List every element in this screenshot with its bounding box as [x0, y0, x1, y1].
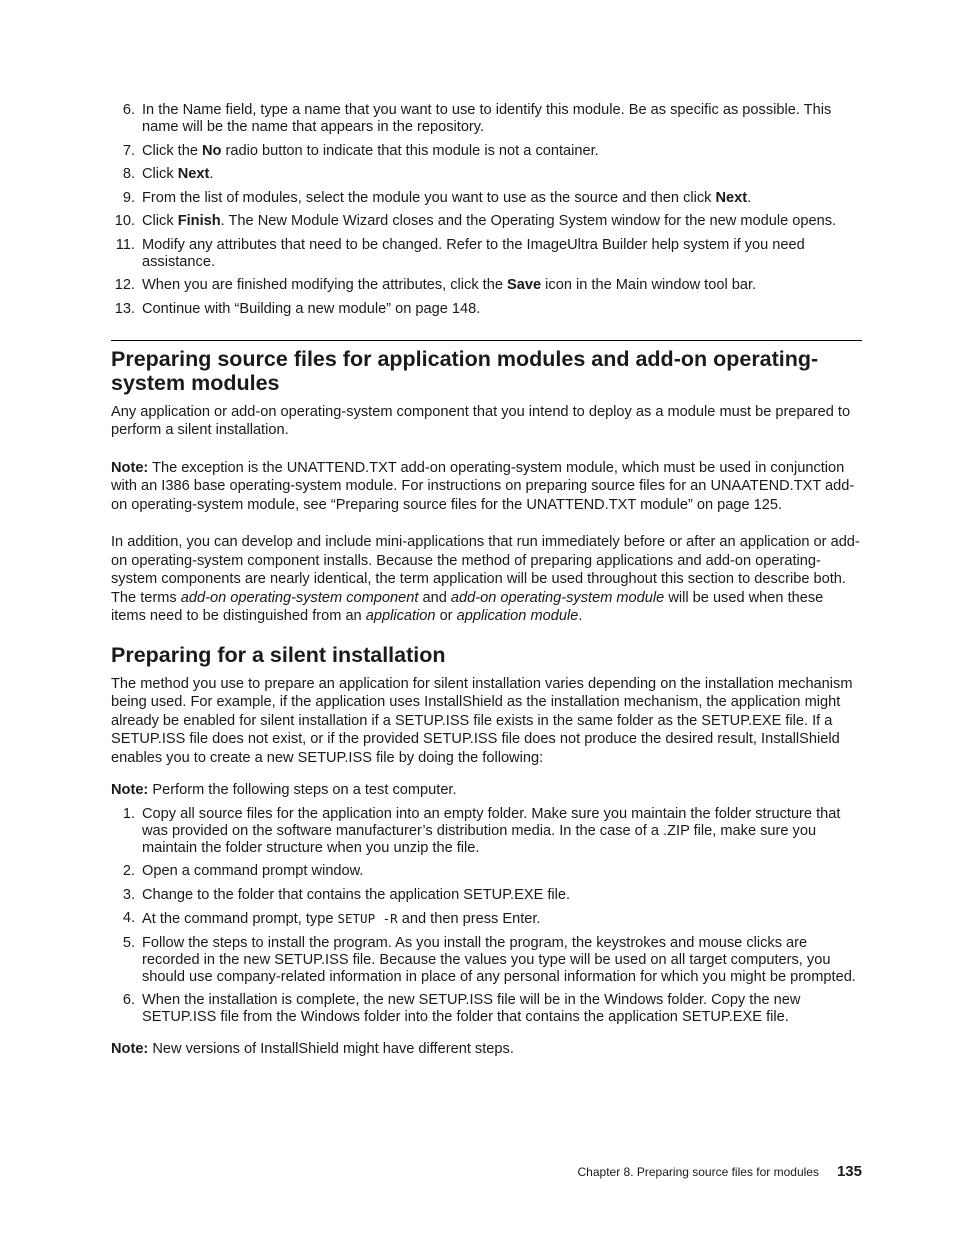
- step-number: 2.: [122, 863, 135, 879]
- list-item: [111, 277, 862, 294]
- step-text: [142, 863, 363, 879]
- italic-term: application: [365, 608, 436, 624]
- note-label: Note:: [111, 782, 149, 798]
- command-text: SETUP -R: [337, 911, 398, 926]
- wizard-steps-list: [111, 102, 862, 318]
- step-number: 8.: [122, 166, 135, 182]
- list-item: [111, 863, 862, 880]
- note-text: The exception is the UNATTEND.TXT add-on operating-system module, which must be used in conjunction with an I386 base operating-system module. For instructions on preparing source files for an UNAATEND.TXT add-on operating-system module, see “Preparing source files for the UNATTEND.TXT module” on page 125.: [111, 459, 855, 513]
- list-item: [111, 806, 862, 857]
- installshield-steps-list: [111, 806, 862, 1027]
- text-run: .: [578, 608, 583, 624]
- step-number: 5.: [122, 934, 135, 951]
- section-title-silent-install: Preparing for a silent installation: [111, 642, 446, 667]
- text-run: Click: [142, 166, 178, 182]
- section-divider: [111, 340, 862, 341]
- text-run: .: [209, 166, 214, 182]
- step-number: 7.: [122, 142, 135, 159]
- bold-term: No: [202, 142, 222, 159]
- step-number: 4.: [122, 910, 135, 926]
- section-intro: Any application or add-on operating-system component that you intend to deploy as a module must be prepared to perform a silent installation.: [111, 403, 851, 438]
- step-number: 11.: [115, 236, 135, 253]
- list-item: [111, 166, 862, 183]
- list-item: [111, 143, 862, 160]
- bold-term: Next: [715, 189, 748, 206]
- list-item: [111, 213, 862, 230]
- text-run: radio button to indicate that this module is not a container.: [221, 142, 599, 159]
- step-text: [142, 301, 480, 317]
- bold-term: Finish: [177, 213, 221, 229]
- list-item: [111, 910, 862, 928]
- note-unattend: [111, 459, 862, 515]
- step-text: [142, 992, 800, 1025]
- step-text: [142, 143, 599, 159]
- text-run: .: [747, 189, 752, 206]
- text-run: Continue with “Building a new module” on page 148.: [142, 300, 481, 317]
- footer-chapter: Chapter 8. Preparing source files for modules: [577, 1165, 819, 1179]
- text-run: or: [435, 608, 457, 624]
- italic-term: application module: [456, 608, 579, 624]
- step-text: [142, 102, 831, 135]
- list-item: [111, 190, 862, 207]
- note-label: Note:: [111, 1041, 149, 1057]
- bold-term: Next: [177, 166, 210, 182]
- note-label: Note:: [111, 459, 149, 476]
- text-run: At the command prompt, type: [142, 911, 338, 927]
- italic-term: add-on operating-system component: [180, 589, 419, 606]
- step-number: 6.: [122, 102, 135, 118]
- step-text: [142, 911, 541, 927]
- text-run: Click: [142, 213, 178, 229]
- step-text: [142, 887, 570, 903]
- page-footer: [578, 1163, 862, 1180]
- text-run: From the list of modules, select the module you want to use as the source and then click: [142, 189, 716, 206]
- italic-term: add-on operating-system module: [450, 589, 665, 606]
- addition-paragraph: [111, 533, 862, 626]
- text-run: Modify any attributes that need to be changed. Refer to the ImageUltra Builder help system if you need assistance.: [142, 236, 805, 270]
- step-number: 1.: [122, 805, 135, 822]
- list-item: [111, 102, 862, 136]
- step-text: [142, 806, 840, 856]
- text-run: will be used when these items need to be distinguished from an: [111, 589, 824, 624]
- page-number: 135: [836, 1163, 862, 1180]
- text-run: Change to the folder that contains the application SETUP.EXE file.: [142, 886, 571, 903]
- step-text: [142, 190, 751, 206]
- step-text: [142, 166, 213, 182]
- text-run: Copy all source files for the application into an empty folder. Make sure you maintain the folder structure that was provided on the software manufacturer’s distribution media. In the case of a .ZIP file, make sure you maintain the folder structure when you unzip the file.: [142, 805, 841, 856]
- text-run: and then press Enter.: [397, 911, 541, 927]
- step-number: 6.: [122, 992, 135, 1008]
- step-number: 9.: [122, 189, 135, 206]
- note-installshield-versions: [111, 1040, 862, 1059]
- text-run: When the installation is complete, the new SETUP.ISS file will be in the Windows folder. Copy the new SETUP.ISS file from the Windows folder into the folder that contains the application SETUP.EXE file.: [142, 992, 801, 1025]
- text-run: Click the: [142, 142, 203, 159]
- document-page: [111, 102, 862, 1059]
- step-text: [142, 935, 856, 985]
- silent-install-intro: The method you use to prepare an application for silent installation varies depending on the installation mechanism being used. For example, if the application uses InstallShield as the installation mechanism, the application might already be enabled for silent installation if a SETUP.ISS file exists in the same folder as the SETUP.EXE file. If a SETUP.ISS file does not exist, or if the provided SETUP.ISS file does not produce the desired result, InstallShield enables you to create a new SETUP.ISS file by doing the following:: [111, 675, 853, 766]
- text-run: When you are finished modifying the attributes, click the: [142, 277, 508, 293]
- note-text: Perform the following steps on a test computer.: [148, 782, 457, 798]
- section-title-source-files: Preparing source files for application modules and add-on operating-system modules: [111, 346, 819, 395]
- list-item: [111, 992, 862, 1026]
- text-run: . The New Module Wizard closes and the Operating System window for the new module opens.: [220, 213, 837, 229]
- list-item: [111, 935, 862, 986]
- list-item: [111, 887, 862, 904]
- text-run: In the Name field, type a name that you want to use to identify this module. Be as specific as possible. This name will be the name that appears in the repository.: [142, 102, 832, 135]
- text-run: Open a command prompt window.: [142, 863, 364, 879]
- step-text: [142, 213, 836, 229]
- bold-term: Save: [507, 277, 542, 293]
- step-text: [142, 237, 805, 270]
- text-run: and: [418, 589, 451, 606]
- text-run: icon in the Main window tool bar.: [541, 277, 757, 293]
- step-number: 12.: [114, 277, 135, 293]
- step-text: [142, 277, 756, 293]
- note-text: New versions of InstallShield might have different steps.: [148, 1041, 514, 1057]
- step-number: 13.: [114, 300, 135, 317]
- step-number: 3.: [122, 886, 135, 903]
- text-run: Follow the steps to install the program. As you install the program, the keystrokes and mouse clicks are recorded in the new SETUP.ISS file. Because the values you type will be used on all target computers, you should use company-related information in place of any personal information for which you might be prompted.: [142, 934, 856, 985]
- text-run: In addition, you can develop and include mini-applications that run immediately before or after an application or add-on operating-system component installs. Because the method of preparing applications and add-on operating-system components are nearly identical, the term application will be used throughout this section to describe both. The terms: [111, 534, 860, 606]
- note-test-computer: [111, 781, 862, 800]
- list-item: [111, 237, 862, 271]
- list-item: [111, 301, 862, 318]
- step-number: 10.: [114, 213, 135, 229]
